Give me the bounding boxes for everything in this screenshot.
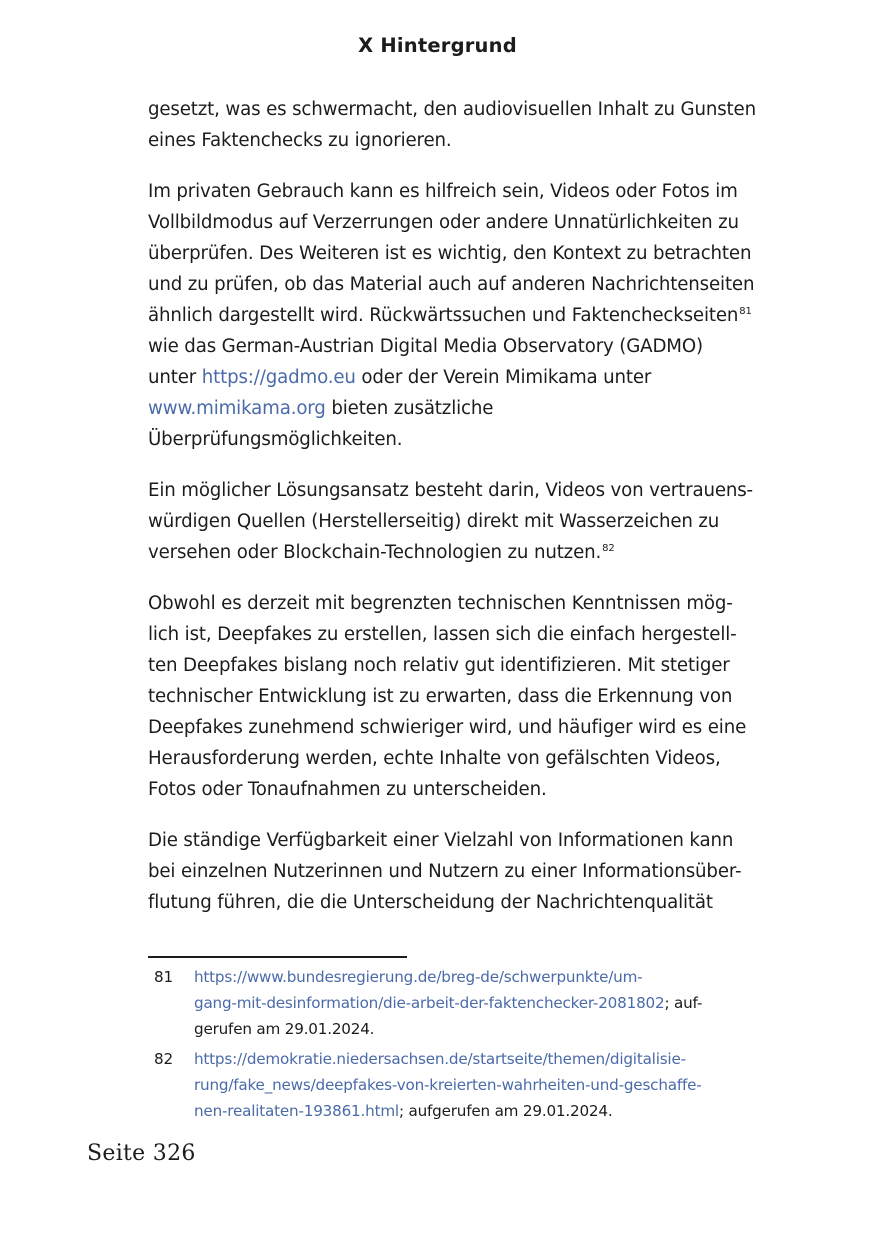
text-line: flutung führen, die die Unterscheidung der Nachrichtenqualität — [148, 892, 713, 913]
paragraph-4 — [148, 588, 798, 805]
footnote-body — [194, 964, 702, 1042]
footnote-ref-82[interactable]: 82 — [602, 543, 615, 554]
text-segment: oder der Verein Mimikama unter — [355, 367, 652, 388]
text-line: Deepfakes zunehmend schwieriger wird, und häufiger wird es eine — [148, 717, 747, 738]
footnotes — [148, 964, 798, 1128]
paragraph-1 — [148, 94, 798, 156]
footnote-line: gerufen am 29.01.2024. — [194, 1020, 375, 1038]
footnote-81 — [148, 964, 798, 1042]
text-line: überprüfen. Des Weiteren ist es wichtig, den Kontext zu betrachten — [148, 243, 752, 264]
text-line: Herausforderung werden, echte Inhalte von gefälschten Videos, — [148, 748, 721, 769]
text-line: würdigen Quellen (Herstellerseitig) direkt mit Wasserzeichen zu — [148, 511, 720, 532]
footnote-line — [194, 964, 702, 990]
gadmo-link[interactable]: https://gadmo.eu — [201, 367, 356, 388]
paragraph-2 — [148, 176, 798, 455]
footnote-line — [194, 1072, 702, 1098]
text-line: Im privaten Gebrauch kann es hilfreich sein, Videos oder Fotos im — [148, 181, 738, 202]
page-number: Seite 326 — [87, 1141, 196, 1166]
text-segment: ; aufgerufen am 29.01.2024. — [398, 1102, 613, 1120]
footnote-number: 81 — [154, 968, 173, 986]
text-line: ten Deepfakes bislang noch relativ gut identifizieren. Mit stetiger — [148, 655, 730, 676]
paragraph-3 — [148, 475, 798, 568]
footnote-82-link[interactable]: https://demokratie.niedersachsen.de/startseite/themen/digitalisie- — [194, 1050, 686, 1068]
text-line: Obwohl es derzeit mit begrenzten technischen Kenntnissen mög- — [148, 593, 733, 614]
main-text — [148, 94, 798, 938]
text-line — [148, 537, 798, 568]
text-line: wie das German-Austrian Digital Media Observatory (GADMO) — [148, 336, 703, 357]
text-segment: ähnlich dargestellt wird. Rückwärtssuchen und Faktencheckseiten — [148, 305, 739, 326]
footnote-body — [194, 1046, 702, 1124]
text-line: Vollbildmodus auf Verzerrungen oder andere Unnatürlichkeiten zu — [148, 212, 739, 233]
text-line: Die ständige Verfügbarkeit einer Vielzahl von Informationen kann — [148, 830, 734, 851]
text-line: eines Faktenchecks zu ignorieren. — [148, 130, 452, 151]
text-line: Überprüfungsmöglichkeiten. — [148, 429, 403, 450]
footnote-line — [194, 1098, 702, 1124]
text-segment: unter — [148, 367, 202, 388]
footnote-ref-81[interactable]: 81 — [739, 306, 752, 317]
footnote-number: 82 — [154, 1050, 173, 1068]
paragraph-5 — [148, 825, 798, 918]
footnote-82-link[interactable]: nen-realitaten-193861.html — [194, 1102, 399, 1120]
text-segment: ; auf- — [664, 994, 703, 1012]
footnote-82 — [148, 1046, 798, 1124]
text-line: lich ist, Deepfakes zu erstellen, lassen sich die einfach hergestell- — [148, 624, 737, 645]
footnote-line — [194, 1046, 702, 1072]
text-line: gesetzt, was es schwermacht, den audiovisuellen Inhalt zu Gunsten — [148, 99, 756, 120]
text-line: Ein möglicher Lösungsansatz besteht darin, Videos von vertrauens- — [148, 480, 753, 501]
text-line — [148, 362, 798, 393]
footnote-line — [194, 990, 702, 1016]
text-line — [148, 393, 798, 424]
text-segment: bieten zusätzliche — [325, 398, 494, 419]
running-header: X Hintergrund — [358, 34, 517, 57]
text-line: Fotos oder Tonaufnahmen zu unterscheiden. — [148, 779, 547, 800]
text-line: technischer Entwicklung ist zu erwarten, dass die Erkennung von — [148, 686, 733, 707]
text-segment: versehen oder Blockchain-Technologien zu nutzen. — [148, 542, 602, 563]
text-line — [148, 300, 798, 331]
footnote-divider — [148, 956, 407, 958]
footnote-81-link[interactable]: https://www.bundesregierung.de/breg-de/schwerpunkte/um- — [194, 968, 643, 986]
footnote-82-link[interactable]: rung/fake_news/deepfakes-von-kreierten-wahrheiten-und-geschaffe- — [194, 1076, 702, 1094]
text-line: bei einzelnen Nutzerinnen und Nutzern zu einer Informationsüber- — [148, 861, 742, 882]
footnote-81-link[interactable]: gang-mit-desinformation/die-arbeit-der-faktenchecker-2081802 — [194, 994, 665, 1012]
mimikama-link[interactable]: www.mimikama.org — [148, 398, 326, 419]
text-line: und zu prüfen, ob das Material auch auf anderen Nachrichtenseiten — [148, 274, 755, 295]
